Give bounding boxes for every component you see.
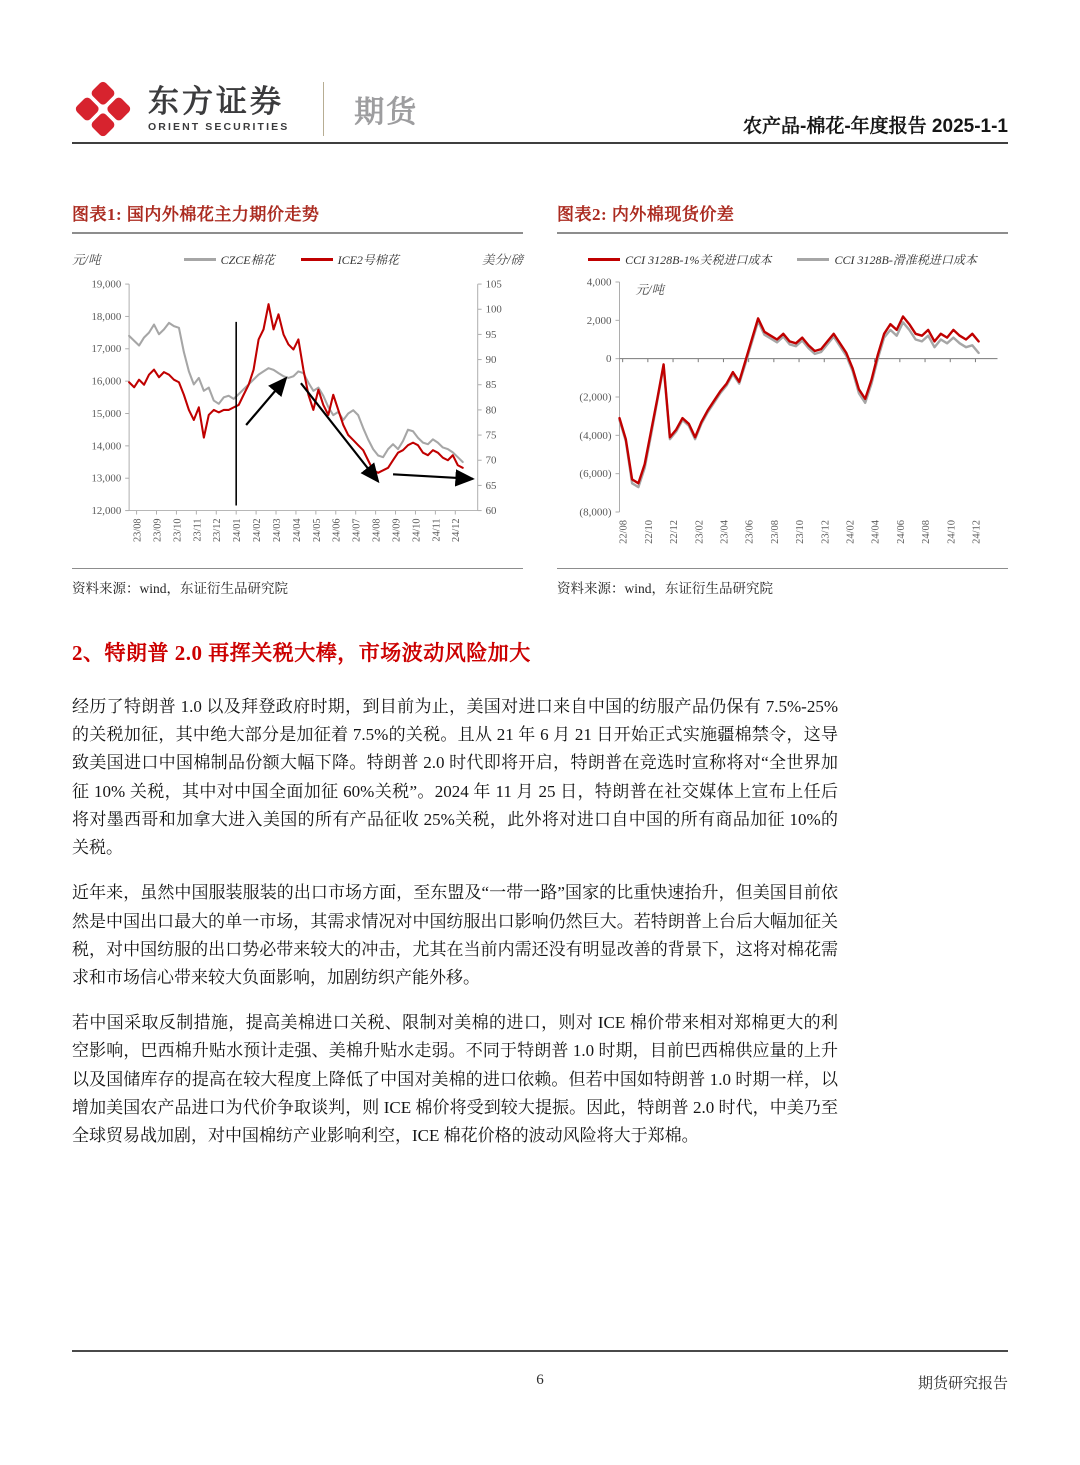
legend-label: CCI 3128B-滑准税进口成本 <box>834 252 977 267</box>
svg-text:16,000: 16,000 <box>91 375 122 388</box>
paragraph: 经历了特朗普 1.0 以及拜登政府时期，到目前为止，美国对进口来自中国的纺服产品仍保有 7.5%-25%的关税加征，其中绝大部分是加征着 7.5%的关税。且从 21 年 6 月 21 日开始正式实施疆棉禁令，这导致美国进口中国棉制品份额大幅下降。特朗普 2.0 时代即将开启，特朗普在竞选时宣称将对“全世界加征 10% 关税，其中对中国全面加征 60%关税”。2024 年 11 月 25 日，特朗普在社交媒体上宣布上任后将对墨西哥和加拿大进入美国的所有产品征收 25%关税，此外将对进口自中国的所有商品加征 10%的关税。 <box>72 697 838 858</box>
chart2-canvas <box>557 272 1008 564</box>
svg-text:0: 0 <box>606 353 612 366</box>
svg-text:2,000: 2,000 <box>586 314 612 327</box>
svg-text:13,000: 13,000 <box>91 472 122 485</box>
svg-text:95: 95 <box>485 328 497 341</box>
chart1-caption: 图表1: 国内外棉花主力期价走势 <box>72 205 320 224</box>
chart1-legend <box>184 251 399 268</box>
chart1-legend-row <box>72 248 523 270</box>
svg-text:90: 90 <box>485 354 497 367</box>
chart1-column <box>72 200 523 597</box>
legend-label: CZCE棉花 <box>220 252 275 267</box>
svg-text:18,000: 18,000 <box>91 310 122 323</box>
svg-text:23/08: 23/08 <box>132 518 144 542</box>
legend-label: CCI 3128B-1%关税进口成本 <box>625 252 772 267</box>
svg-text:24/06: 24/06 <box>895 520 907 544</box>
svg-text:105: 105 <box>485 278 502 291</box>
chart2-column <box>557 200 1008 597</box>
chart2-legend-row <box>557 248 1008 270</box>
svg-text:(8,000): (8,000) <box>579 506 612 519</box>
brand-divider <box>323 82 324 136</box>
brand-name-cn: 东方证券 <box>148 83 284 119</box>
page-number: 6 <box>536 1372 544 1388</box>
footer-label: 期货研究报告 <box>917 1376 1008 1392</box>
chart1-caption-rule <box>72 232 523 234</box>
svg-text:23/11: 23/11 <box>192 518 204 542</box>
svg-text:70: 70 <box>485 454 497 467</box>
svg-text:12,000: 12,000 <box>91 505 122 518</box>
brand-division: 期货 <box>354 96 419 129</box>
svg-text:23/08: 23/08 <box>769 520 781 544</box>
svg-text:24/07: 24/07 <box>351 518 363 542</box>
svg-text:24/10: 24/10 <box>411 518 423 542</box>
svg-text:(6,000): (6,000) <box>579 468 612 481</box>
svg-text:15,000: 15,000 <box>91 407 122 420</box>
svg-text:75: 75 <box>485 429 497 442</box>
chart1-right-unit: 美分/磅 <box>482 253 523 267</box>
svg-text:4,000: 4,000 <box>586 276 612 289</box>
svg-text:85: 85 <box>485 379 497 392</box>
chart2-caption: 图表2: 内外棉现货价差 <box>557 205 735 224</box>
page-footer <box>72 1350 1008 1402</box>
svg-text:17,000: 17,000 <box>91 343 122 356</box>
chart1-canvas <box>72 272 523 564</box>
svg-text:24/02: 24/02 <box>845 520 857 544</box>
document-title: 农产品-棉花-年度报告 2025-1-1 <box>743 116 1008 137</box>
svg-text:23/12: 23/12 <box>820 520 832 544</box>
svg-text:24/01: 24/01 <box>232 518 244 542</box>
body-paragraphs <box>72 693 838 1150</box>
legend-item <box>184 251 275 268</box>
svg-text:19,000: 19,000 <box>91 278 122 291</box>
orient-securities-logo-icon <box>72 78 134 140</box>
legend-item <box>301 251 399 268</box>
header-rule <box>72 142 1008 144</box>
section-heading: 2、特朗普 2.0 再挥关税大棒，市场波动风险加大 <box>72 641 531 665</box>
svg-text:22/12: 22/12 <box>669 520 681 544</box>
brand-text <box>148 83 290 133</box>
chart2-caption-rule <box>557 232 1008 234</box>
svg-text:65: 65 <box>485 479 497 492</box>
svg-text:24/11: 24/11 <box>431 518 443 542</box>
svg-text:23/06: 23/06 <box>744 520 756 544</box>
paragraph: 近年来，虽然中国服装服装的出口市场方面，至东盟及“一带一路”国家的比重快速抬升，但美国目前依然是中国出口最大的单一市场，其需求情况对中国纺服出口影响仍然巨大。若特朗普上台后大幅加征关税，对中国纺服的出口势必带来较大的冲击，尤其在当前内需还没有明显改善的背景下，这将对棉花需求和市场信心带来较大负面影响，加剧纺织产能外移。 <box>72 883 838 987</box>
svg-text:23/12: 23/12 <box>212 518 224 542</box>
svg-text:24/12: 24/12 <box>451 518 463 542</box>
svg-text:24/04: 24/04 <box>291 518 303 542</box>
svg-text:(4,000): (4,000) <box>579 429 612 442</box>
svg-text:24/12: 24/12 <box>971 520 983 544</box>
svg-text:22/08: 22/08 <box>618 520 630 544</box>
svg-text:24/03: 24/03 <box>271 518 283 542</box>
svg-text:24/10: 24/10 <box>946 520 958 544</box>
legend-line-sample <box>184 258 216 261</box>
svg-text:100: 100 <box>485 303 502 316</box>
svg-text:80: 80 <box>485 404 497 417</box>
charts-row <box>72 200 1008 597</box>
svg-text:24/04: 24/04 <box>870 520 882 544</box>
paragraph: 若中国采取反制措施，提高美棉进口关税、限制对美棉的进口，则对 ICE 棉价带来相对郑棉更大的利空影响，巴西棉升贴水预计走强、美棉升贴水走弱。不同于特朗普 1.0 时期，目前巴西棉供应量的上升以及国储库存的提高在较大程度上降低了中国对美棉的进口依赖。但若中国如特朗普 1.0 时期一样，以增加美国农产品进口为代价争取谈判，则 ICE 棉价将受到较大提振。因此，特朗普 2.0 时代，中美乃至全球贸易战加剧，对中国棉纺产业影响利空，ICE 棉花价格的波动风险将大于郑棉。 <box>72 1013 838 1146</box>
svg-text:23/10: 23/10 <box>172 518 184 542</box>
svg-text:23/02: 23/02 <box>694 520 706 544</box>
legend-item <box>588 251 771 268</box>
svg-text:24/05: 24/05 <box>311 518 323 542</box>
chart2-source: 资料来源：wind，东证衍生品研究院 <box>557 568 1008 597</box>
chart1-source: 资料来源：wind，东证衍生品研究院 <box>72 568 523 597</box>
svg-text:23/09: 23/09 <box>152 518 164 542</box>
svg-text:24/06: 24/06 <box>331 518 343 542</box>
svg-text:14,000: 14,000 <box>91 440 122 453</box>
page-header <box>72 52 1008 140</box>
brand <box>72 78 418 140</box>
footer-row <box>72 1352 1008 1402</box>
legend-line-sample <box>301 258 333 261</box>
svg-text:23/10: 23/10 <box>795 520 807 544</box>
svg-text:24/08: 24/08 <box>921 520 933 544</box>
svg-text:24/09: 24/09 <box>391 518 403 542</box>
legend-item <box>797 251 976 268</box>
legend-line-sample <box>797 258 829 261</box>
legend-label: ICE2号棉花 <box>337 252 399 267</box>
svg-text:元/吨: 元/吨 <box>635 283 664 297</box>
chart2-legend <box>588 251 977 268</box>
svg-text:23/04: 23/04 <box>719 520 731 544</box>
svg-text:60: 60 <box>485 505 497 518</box>
svg-text:(2,000): (2,000) <box>579 391 612 404</box>
brand-name-en: ORIENT SECURITIES <box>148 120 290 133</box>
svg-text:22/10: 22/10 <box>643 520 655 544</box>
legend-line-sample <box>588 258 620 261</box>
svg-text:24/02: 24/02 <box>252 518 264 542</box>
chart1-left-unit: 元/吨 <box>72 253 101 267</box>
svg-text:24/08: 24/08 <box>371 518 383 542</box>
